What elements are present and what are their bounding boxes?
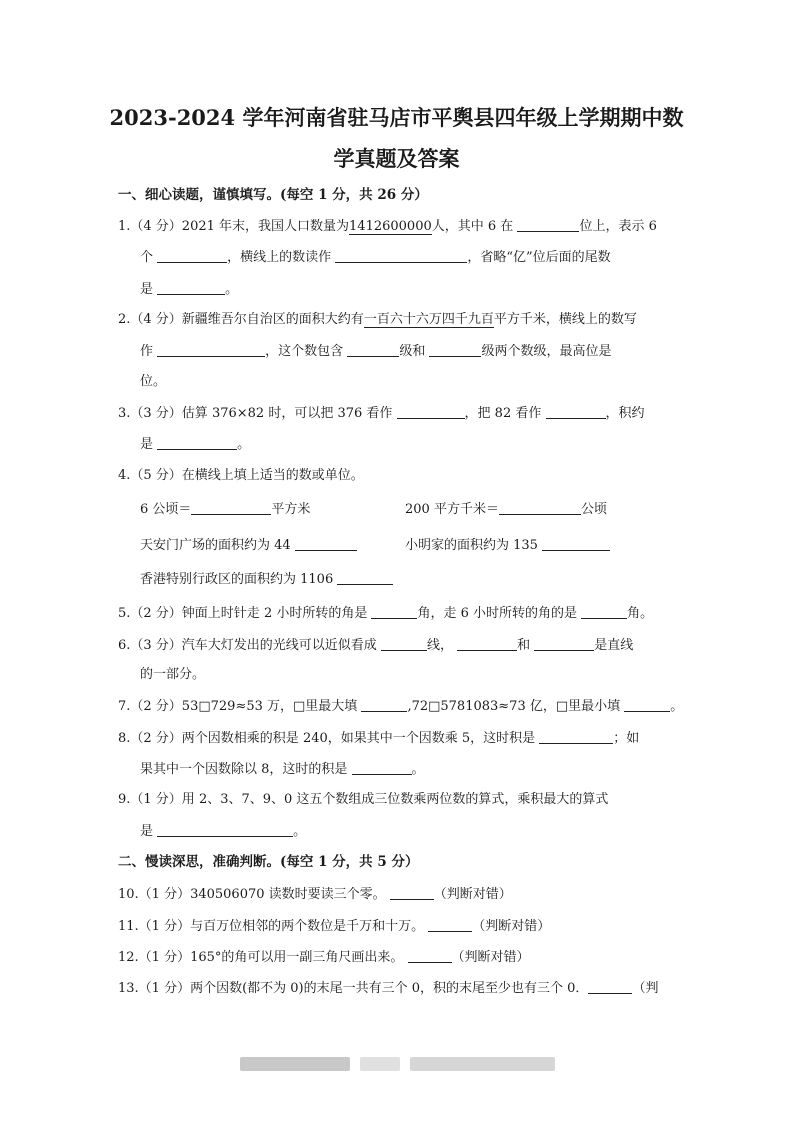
answer-blank[interactable] — [352, 760, 412, 775]
answer-blank[interactable] — [499, 500, 581, 515]
answer-blank[interactable] — [361, 697, 407, 712]
answer-blank[interactable] — [335, 248, 467, 263]
section-heading-fill-in: 一、细心读题，谨慎填写。(每空 1 分，共 26 分） — [118, 187, 428, 203]
question-3-line-2: 是 。 — [140, 437, 251, 452]
underlined-area-words: 一百六十六万四千九百 — [363, 312, 494, 327]
answer-blank[interactable] — [347, 342, 399, 357]
answer-blank[interactable] — [157, 342, 265, 357]
answer-blank[interactable] — [534, 636, 594, 651]
answer-blank[interactable] — [337, 570, 393, 585]
answer-blank[interactable] — [381, 636, 427, 651]
answer-blank[interactable] — [397, 404, 465, 419]
answer-blank[interactable] — [371, 604, 417, 619]
question-1-line-2: 个 ，横线上的数读作 ，省略“亿”位后面的尾数 — [140, 250, 611, 265]
answer-blank[interactable] — [539, 729, 613, 744]
answer-blank[interactable] — [191, 500, 271, 515]
answer-blank[interactable] — [624, 697, 670, 712]
answer-blank[interactable] — [457, 636, 517, 651]
document-title-line-2: 学真题及答案 — [333, 146, 460, 171]
section-heading-true-false: 二、慢读深思，准确判断。(每空 1 分，共 5 分） — [118, 854, 419, 870]
question-7: 7.（2 分）53□729≈53 万，□里最大填 ,72□5781083≈73 亿，□里最小填 。 — [118, 699, 684, 714]
question-8-line-2: 果其中一个因数除以 8，这时的积是 。 — [140, 762, 425, 777]
question-1-line-1: 1.（4 分）2021 年末，我国人口数量为1412600000人，其中 6 在 位上，表示 6 — [118, 219, 657, 234]
question-9-line-2: 是 。 — [140, 824, 307, 839]
question-3-line-1: 3.（3 分）估算 376×82 时，可以把 376 看作 ，把 82 看作 ，积约 — [118, 406, 645, 421]
question-11: 11.（1 分）与百万位相邻的两个数位是千万和十万。 （判断对错） — [118, 919, 551, 934]
answer-blank[interactable] — [408, 948, 452, 963]
question-8-line-1: 8.（2 分）两个因数相乘的积是 240，如果其中一个因数乘 5，这时积是 ；如 — [118, 731, 640, 746]
answer-blank[interactable] — [295, 536, 357, 551]
answer-blank[interactable] — [428, 917, 472, 932]
document-title-line-1: 2023-2024 学年河南省驻马店市平舆县四年级上学期期中数 — [109, 105, 684, 130]
answer-blank[interactable] — [157, 280, 225, 295]
question-12: 12.（1 分）165°的角可以用一副三角尺画出来。 （判断对错） — [118, 950, 530, 965]
answer-blank[interactable] — [157, 822, 293, 837]
answer-blank[interactable] — [429, 342, 481, 357]
answer-blank[interactable] — [581, 604, 627, 619]
question-4-item-hongkong: 香港特别行政区的面积约为 1106 — [140, 570, 393, 589]
question-10: 10.（1 分）340506070 读数时要读三个零。 （判断对错） — [118, 887, 512, 902]
answer-blank[interactable] — [546, 404, 606, 419]
answer-blank[interactable] — [588, 979, 632, 994]
question-2-line-1: 2.（4 分）新疆维吾尔自治区的面积大约有一百六十六万四千九百平方千米，横线上的数写 — [118, 312, 637, 327]
answer-blank[interactable] — [517, 217, 579, 232]
question-2-line-2: 作 ，这个数包含 级和 级两个数级，最高位是 — [140, 344, 612, 359]
question-1-line-3: 是 。 — [140, 282, 239, 297]
question-4-item-home: 小明家的面积约为 135 — [405, 536, 610, 555]
answer-blank[interactable] — [390, 885, 434, 900]
question-4-stem: 4.（5 分）在横线上填上适当的数或单位。 — [118, 468, 364, 483]
question-6-line-1: 6.（3 分）汽车大灯发出的光线可以近似看成 线， 和 是直线 — [118, 638, 634, 653]
question-5: 5.（2 分）钟面上时针走 2 小时所转的角是 角，走 6 小时所转的角的是 角。 — [118, 606, 654, 621]
answer-blank[interactable] — [157, 435, 237, 450]
underlined-population-number: 1412600000 — [349, 219, 432, 234]
answer-blank[interactable] — [542, 536, 610, 551]
answer-blank[interactable] — [157, 248, 227, 263]
question-2-line-3: 位。 — [140, 374, 167, 389]
question-6-line-2: 的一部分。 — [140, 667, 206, 682]
question-4-item-hectare: 6 公顷＝ 平方米 — [140, 502, 311, 517]
question-9-line-1: 9.（1 分）用 2、3、7、9、0 这五个数组成三位数乘两位数的算式，乘积最大的算式 — [118, 792, 609, 807]
question-4-item-tiananmen: 天安门广场的面积约为 44 — [140, 536, 357, 555]
question-13: 13.（1 分）两个因数(都不为 0)的末尾一共有三个 0，积的末尾至少也有三个 0． （判 — [118, 981, 659, 996]
question-4-item-square-km: 200 平方千米＝ 公顷 — [405, 502, 607, 517]
